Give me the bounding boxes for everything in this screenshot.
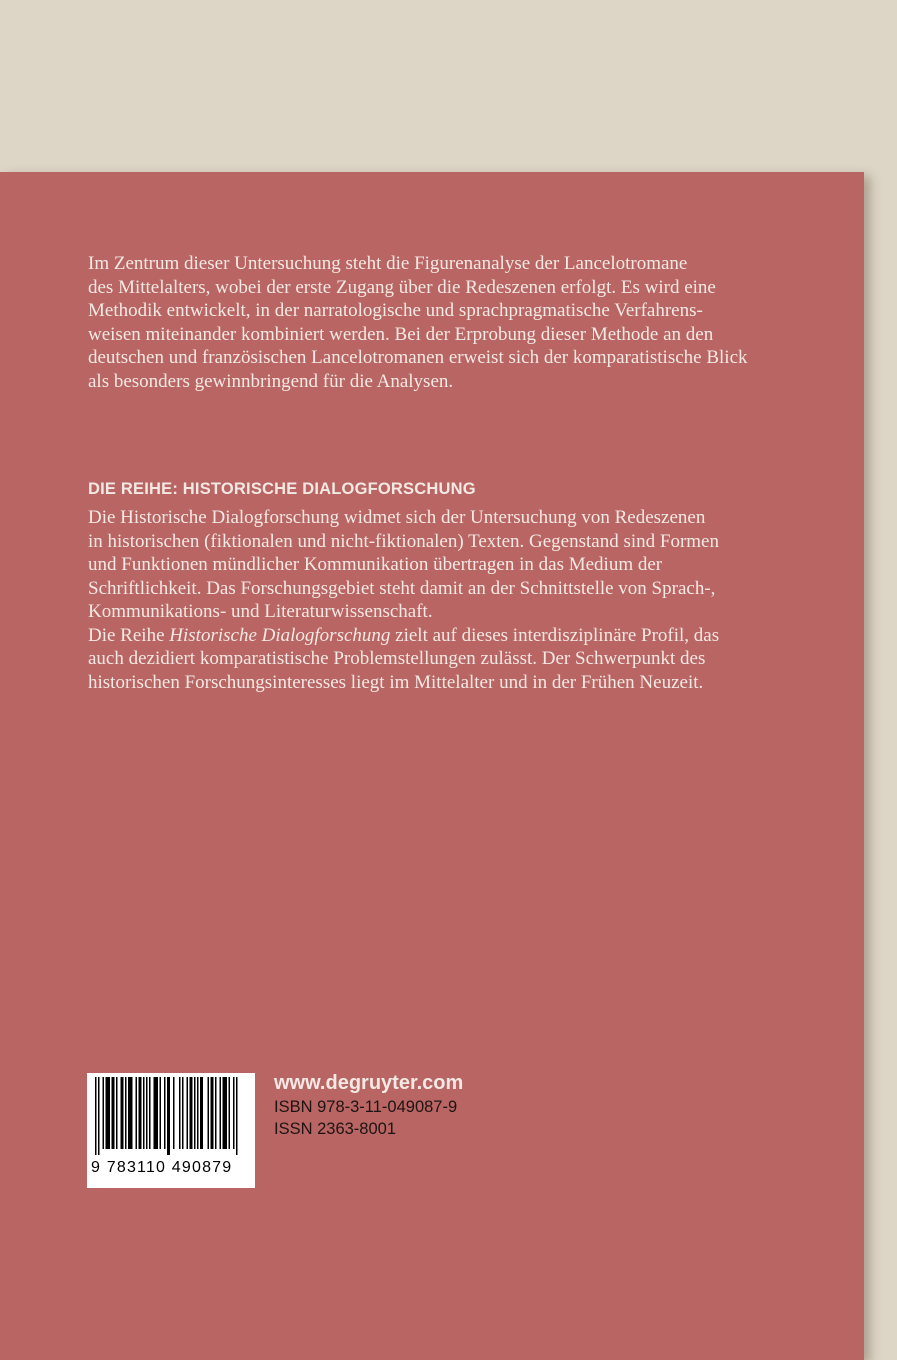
barcode-bar <box>187 1077 189 1149</box>
barcode-bar <box>190 1077 193 1149</box>
barcode-bar <box>128 1077 133 1149</box>
barcode-bar <box>173 1077 175 1149</box>
barcode-bar <box>211 1077 214 1149</box>
series-line: und Funktionen mündlicher Kommunikation übertragen in das Medium der <box>88 554 663 575</box>
publisher-info <box>274 1070 463 1140</box>
barcode-bar <box>95 1077 97 1155</box>
barcode-bar <box>182 1077 184 1149</box>
barcode-bar <box>139 1077 142 1149</box>
barcode-bar <box>143 1077 145 1149</box>
series-line: Schriftlichkeit. Das Forschungsgebiet steht damit an der Schnittstelle von Sprach-, <box>88 577 716 599</box>
barcode-bar <box>146 1077 148 1149</box>
barcode-bar <box>160 1077 162 1149</box>
intro-line: Im Zentrum dieser Untersuchung steht die Figurenanalyse der Lancelotromane <box>88 253 688 274</box>
publisher-url: www.degruyter.com <box>274 1072 464 1094</box>
barcode-bar <box>208 1077 210 1149</box>
barcode-bar <box>112 1077 115 1149</box>
series-line: in historischen (fiktionalen und nicht-fiktionalen) Texten. Gegenstand sind Formen <box>88 530 719 552</box>
barcode-bar <box>106 1077 111 1149</box>
barcode-bar <box>136 1077 138 1149</box>
issn-number: ISSN 2363-8001 <box>274 1120 397 1138</box>
barcode-bar <box>154 1077 159 1149</box>
series-paragraph <box>88 506 808 694</box>
barcode-bar <box>233 1077 235 1149</box>
barcode-bar <box>236 1077 238 1155</box>
barcode-bar <box>197 1077 199 1149</box>
series-line-text: Die Reihe <box>88 624 170 646</box>
series-line <box>88 624 808 648</box>
series-title-italic: Historische Dialogforschung <box>169 624 391 646</box>
barcode-bar <box>179 1077 181 1149</box>
barcode-bar <box>164 1077 166 1149</box>
series-line: Die Historische Dialogforschung widmet sich der Untersuchung von Redeszenen <box>88 507 706 528</box>
isbn-barcode <box>87 1073 255 1188</box>
barcode-bar <box>116 1077 118 1149</box>
barcode-bar <box>200 1077 203 1149</box>
barcode-bar <box>149 1077 151 1149</box>
barcode-bar <box>125 1077 127 1149</box>
barcode-bar <box>229 1077 231 1149</box>
barcode-bar <box>215 1077 217 1149</box>
barcode-bar <box>98 1077 100 1155</box>
barcode-bar <box>194 1077 196 1149</box>
barcode-bars <box>95 1077 247 1155</box>
series-heading: DIE REIHE: HISTORISCHE DIALOGFORSCHUNG <box>88 480 476 498</box>
intro-line: als besonders gewinnbringend für die Analysen. <box>88 370 454 392</box>
barcode-bar <box>121 1077 124 1149</box>
intro-line: des Mittelalters, wobei der erste Zugang über die Redeszenen erfolgt. Es wird eine <box>88 276 716 298</box>
barcode-bar <box>220 1077 222 1149</box>
intro-paragraph <box>88 252 808 393</box>
barcode-digits: 9 783110 490879 <box>91 1159 233 1176</box>
series-line: Kommunikations- und Literaturwissenschaft. <box>88 601 433 622</box>
barcode-bar <box>103 1077 105 1149</box>
intro-line: Methodik entwickelt, in der narratologische und sprachpragmatische Verfahrens- <box>88 300 703 321</box>
series-line-text: zielt auf dieses interdisziplinäre Profil, das <box>390 624 720 646</box>
intro-line: deutschen und französischen Lancelotromanen erweist sich der komparatistische Blick <box>88 347 748 368</box>
barcode-bar <box>167 1077 170 1155</box>
barcode-bar <box>223 1077 228 1149</box>
series-line: historischen Forschungsinteresses liegt im Mittelalter und in der Frühen Neuzeit. <box>88 671 704 693</box>
series-line: auch dezidiert komparatistische Problemstellungen zulässt. Der Schwerpunkt des <box>88 648 706 669</box>
isbn-number: ISBN 978-3-11-049087-9 <box>274 1098 458 1116</box>
intro-line: weisen miteinander kombiniert werden. Bei der Erprobung dieser Methode an den <box>88 323 714 345</box>
